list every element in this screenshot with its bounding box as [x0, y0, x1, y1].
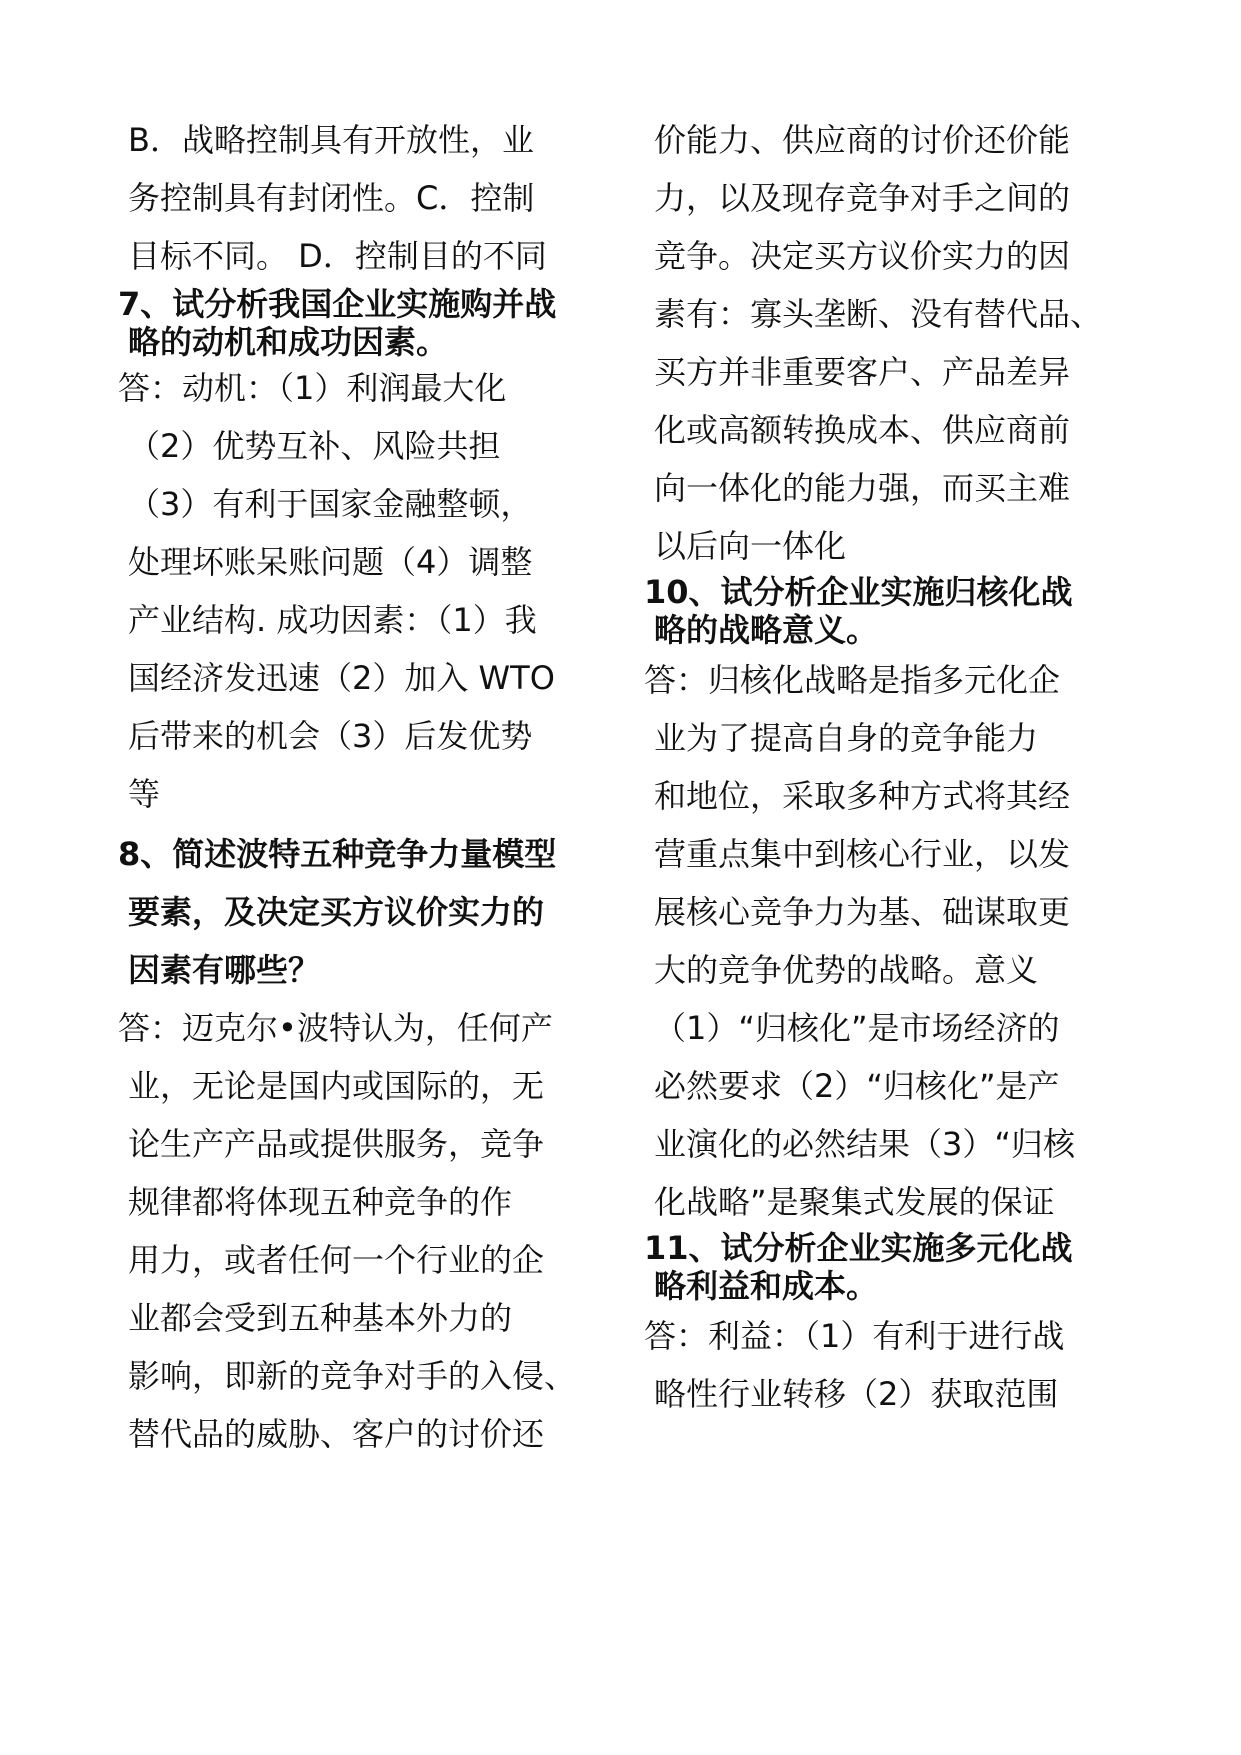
- q8-continued-line: 竞争。决定买方议价实力的因: [654, 237, 1071, 275]
- q10-answer-line: 业为了提高自身的竞争能力: [654, 719, 1039, 757]
- q8-answer-line: 论生产产品或提供服务，竞争: [128, 1125, 545, 1163]
- option-cd-line: 目标不同。 D．控制目的不同: [128, 237, 547, 275]
- q8-continued-line: 价能力、供应商的讨价还价能: [654, 121, 1071, 159]
- q8-answer-line: 业，无论是国内或国际的，无: [128, 1067, 545, 1105]
- q7-title-line-1: 7、试分析我国企业实施购并战: [118, 285, 557, 323]
- q10-answer-line: 化战略”是聚集式发展的保证: [654, 1183, 1055, 1221]
- q7-answer-line: 等: [128, 775, 161, 813]
- q7-answer-line: 国经济发迅速（2）加入 WTO: [128, 659, 555, 697]
- q11-title-line-2: 略利益和成本。: [654, 1267, 879, 1305]
- q7-title-line-2: 略的动机和成功因素。: [128, 323, 449, 361]
- q7-answer-line: 处理坏账呆账问题（4）调整: [128, 543, 533, 581]
- q8-answer-line: 答：迈克尔•波特认为，任何产: [118, 1009, 553, 1047]
- q8-title-line-2: 要素，及决定买方议价实力的: [128, 893, 545, 931]
- q8-continued-line: 化或高额转换成本、供应商前: [654, 411, 1071, 449]
- q8-title-line-3: 因素有哪些？: [128, 951, 321, 989]
- q8-continued-line: 向一体化的能力强，而买主难: [654, 469, 1071, 507]
- q10-answer-line: 业演化的必然结果（3）“归核: [654, 1125, 1075, 1163]
- q8-continued-line: 素有：寡头垄断、没有替代品、: [654, 295, 1103, 333]
- q7-answer-line: （3）有利于国家金融整顿，: [128, 485, 533, 523]
- q8-answer-line: 业都会受到五种基本外力的: [128, 1299, 513, 1337]
- q8-answer-line: 影响，即新的竞争对手的入侵、: [128, 1357, 577, 1395]
- q10-answer-line: 必然要求（2）“归核化”是产: [654, 1067, 1060, 1105]
- q7-answer-line: 后带来的机会（3）后发优势: [128, 717, 533, 755]
- q10-answer-line: 答：归核化战略是指多元化企: [644, 661, 1061, 699]
- q10-answer-line: 和地位，采取多种方式将其经: [654, 777, 1071, 815]
- option-b-line: B．战略控制具有开放性，业: [128, 121, 534, 159]
- q8-continued-line: 买方并非重要客户、产品差异: [654, 353, 1071, 391]
- q8-continued-line: 以后向一体化: [654, 527, 847, 565]
- q8-answer-line: 规律都将体现五种竞争的作: [128, 1183, 513, 1221]
- q10-title-line-1: 10、试分析企业实施归核化战: [644, 573, 1073, 611]
- q10-answer-line: （1）“归核化”是市场经济的: [654, 1009, 1060, 1047]
- q7-answer-line: （2）优势互补、风险共担: [128, 427, 501, 465]
- q10-answer-line: 大的竞争优势的战略。意义: [654, 951, 1039, 989]
- q11-title-line-1: 11、试分析企业实施多元化战: [644, 1229, 1073, 1267]
- q11-answer-line: 略性行业转移（2）获取范围: [654, 1375, 1059, 1413]
- q10-answer-line: 营重点集中到核心行业，以发: [654, 835, 1071, 873]
- option-b-line-2: 务控制具有封闭性。C．控制: [128, 179, 535, 217]
- q10-answer-line: 展核心竞争力为基、础谋取更: [654, 893, 1071, 931]
- q8-title-line-1: 8、简述波特五种竞争力量模型: [118, 835, 557, 873]
- q7-answer-line: 答：动机：（1）利润最大化: [118, 369, 507, 407]
- q10-title-line-2: 略的战略意义。: [654, 611, 879, 649]
- q8-answer-line: 用力，或者任何一个行业的企: [128, 1241, 545, 1279]
- q8-continued-line: 力，以及现存竞争对手之间的: [654, 179, 1071, 217]
- q11-answer-line: 答：利益：（1）有利于进行战: [644, 1317, 1065, 1355]
- q7-answer-line: 产业结构. 成功因素：（1）我: [128, 601, 537, 639]
- q8-answer-line: 替代品的威胁、客户的讨价还: [128, 1415, 545, 1453]
